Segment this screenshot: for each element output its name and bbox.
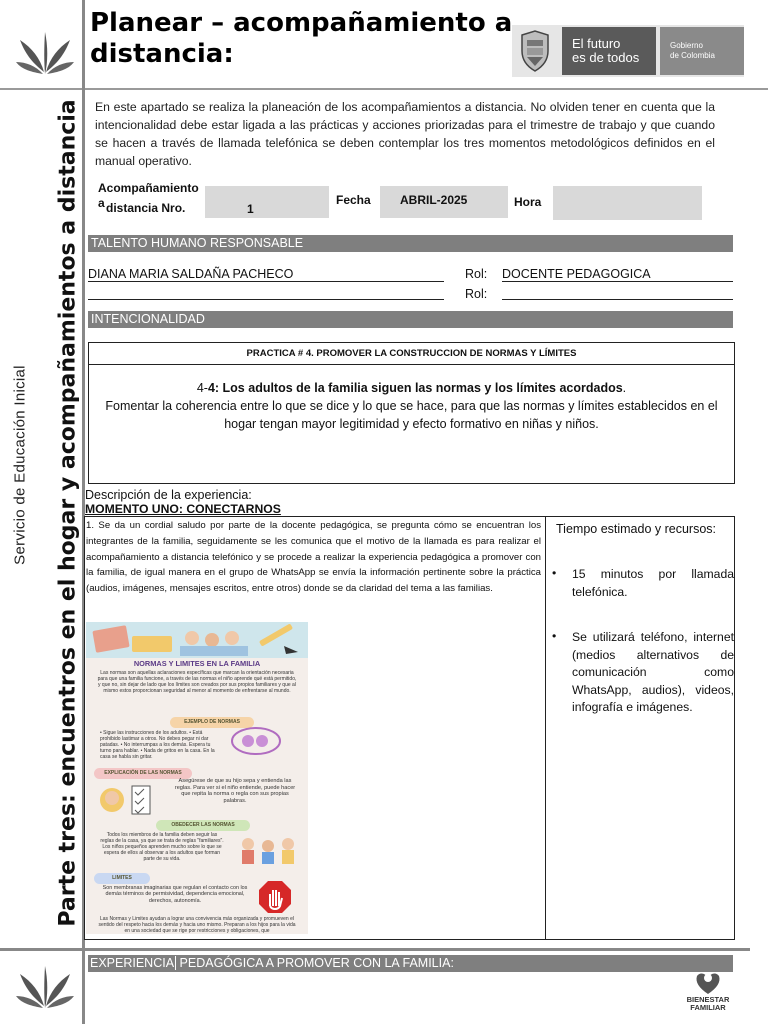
rol-value-1 <box>502 267 733 282</box>
experience-section-bar <box>88 955 733 972</box>
frame-line-bottom <box>82 948 85 1024</box>
stop-hand-icon <box>258 880 292 914</box>
bullet-text-1: 15 minutos por llamada telefónica. <box>572 567 734 599</box>
side-service-text: Servicio de Educación Inicial <box>11 365 29 565</box>
responsible-name-line-2 <box>88 299 444 300</box>
rol-value-2-line <box>502 299 733 300</box>
national-seal-icon <box>518 29 552 73</box>
responsible-name-text: DIANA MARIA SALDAÑA PACHECO <box>88 267 294 281</box>
infographic-intro: Las normas son aquellas aclaraciones específicas que marcan la orientación necesaria para que una familia funcione, a través de las normas el niño aprende qué está permitido, y que no, sin dejar de lado que los límites son creados por sus propios familiares y que al mismo estos proporcionan seguridad al menor al momento de enfrentarse al mundo. <box>97 670 297 694</box>
talento-section-bar: TALENTO HUMANO RESPONSABLE <box>88 235 733 252</box>
intencionalidad-section-bar: INTENCIONALIDAD <box>88 311 733 328</box>
responsible-name <box>88 267 444 282</box>
fecha-value: ABRIL-2025 <box>400 193 468 207</box>
hora-field[interactable] <box>553 186 702 220</box>
fecha-label: Fecha <box>336 193 371 207</box>
government-label <box>660 27 744 75</box>
experience-bar-word: EXPERIENCIA <box>90 956 175 970</box>
practice-period: . <box>622 381 627 395</box>
rol-label-2: Rol: <box>465 287 488 301</box>
infographic-pill-3: OBEDECER LAS NORMAS <box>156 820 250 831</box>
infographic-pill-4: LIMITES <box>94 873 150 884</box>
infographic-title: NORMAS Y LIMITES EN LA FAMILIA <box>133 659 261 668</box>
infographic-kids-icon <box>234 834 300 868</box>
infographic-pill-2: EXPLICACIÓN DE LAS NORMAS <box>94 768 192 779</box>
practice-line-1 <box>95 379 728 397</box>
experience-bar-rest: PEDAGÓGICA A PROMOVER CON LA FAMILIA: <box>176 956 454 970</box>
description-label: Descripción de la experiencia: <box>85 488 252 502</box>
gov-line-2: de Colombia <box>670 51 715 60</box>
brand-line-2: es de todos <box>572 50 640 65</box>
rol-value-1-text: DOCENTE PEDAGOGICA <box>502 267 651 281</box>
side-part-text: Parte tres: encuentros en el hogar y acompañamientos a distancia <box>55 99 81 927</box>
acomp-label-3: distancia Nro. <box>106 201 186 215</box>
practice-prefix: 4- <box>196 381 208 395</box>
experience-text: 1. Se da un cordial saludo por parte de la docente pedagógica, se pregunta cómo se encuentran los integrantes de la familia, seguidamente se les comunica que el motivo de la llamada es para realizar el acompañamiento a distancia telefónico y se procede a realizar la experiencia pedagógica a promover con la familia, de igual manera en el grupo de WhatsApp se envía la información pertinente sobre la práctica (audios, imágenes, mensajes escritos, entre otros) donde se da claridad del tema a las familias. <box>86 520 541 595</box>
infographic-checklist-icon <box>98 782 154 818</box>
infographic-pill-1: EJEMPLO DE NORMAS <box>170 717 254 728</box>
page-title: Planear – acompañamiento a distancia: <box>90 8 513 69</box>
infographic-list-4: Son membranas imaginarias que regulan el contacto con los demás términos de permisividad, dependencia emocional, derechos, autonomía. <box>102 885 248 904</box>
infographic-list-1: • Sigue las instrucciones de los adultos. • Está prohibido lastimar a otros. No debes pegar ni dar patadas. • No interrumpas a los demás. Espera tu turno para hablar. • Nada de gritos en la casa. En la casa se habla sin gritar. <box>100 730 215 760</box>
experience-table-divider <box>545 516 546 940</box>
moment-label: MOMENTO UNO: CONECTARNOS <box>85 502 281 516</box>
bienestar-line-1: BIENESTAR <box>686 995 730 1004</box>
practice-highlight: 4: Los adultos de la familia siguen las normas y los límites acordados <box>207 381 623 395</box>
bullet-dot-1: • <box>552 566 557 580</box>
infographic-image <box>86 622 308 934</box>
rol-label-1: Rol: <box>465 267 488 281</box>
frame-line-header <box>0 88 768 90</box>
practice-title: PRACTICA # 4. PROMOVER LA CONSTRUCCION DE NORMAS Y LÍMITES <box>89 343 734 365</box>
bienestar-line-2: FAMILIAR <box>690 1003 726 1012</box>
brand-slogan <box>562 27 656 75</box>
infographic-family-icon <box>230 726 282 756</box>
infographic-outro: Las Normas y Limites ayudan a lograr una convivencia más organizada y promueven el sentido del respeto hacia los demás y hacia uno mismo. Preparan a los hijos para la vida en una sociedad que se rige por restricciones y obligaciones, que <box>98 916 296 934</box>
tiempo-title: Tiempo estimado y recursos: <box>556 522 717 536</box>
practice-box <box>88 342 735 484</box>
frame-line-footer <box>0 948 750 951</box>
practice-description <box>95 379 728 433</box>
brand-line-1: El futuro <box>572 36 621 51</box>
frame-line-top <box>82 0 85 88</box>
infographic-books-icon <box>86 622 308 658</box>
practice-line-2: Fomentar la coherencia entre lo que se dice y lo que se hace, para que las normas y límites establecidos en el hogar tengan mayor legitimidad y efecto formativo en niñas y niños. <box>105 399 718 431</box>
intro-paragraph: En este apartado se realiza la planeación de los acompañamientos a distancia. No olviden tener en cuenta que la intencionalidad debe estar ligada a las prácticas y acciones priorizadas para el trimestre de trabajo y que cuando se hacen a través de llamada telefónica se deben contemplar los tres momentos metodológicos definidos en el manual operativo. <box>95 100 715 168</box>
leaf-logo-icon <box>14 26 76 76</box>
bullet-text-2: Se utilizará teléfono, internet (medios alternativos de comunicación como WhatsApp, audios), videos, infografía e imágenes. <box>572 630 734 714</box>
infographic-list-3: Todos los miembros de la familia deben seguir las reglas de la casa, ya que se trata de reglas "familiares". Los niños pequeños aprenden mucho sobre lo que se espera de ellos al observar a los adultos que forman parte de su vida. <box>100 832 224 862</box>
acomp-label-2: a <box>98 196 105 210</box>
infographic-list-2: Asegúrese de que su hijo sepa y entienda las reglas. Para ver si el niño entiende, puede hacer que repita la norma o regla con sus propias palabras. <box>174 778 296 804</box>
bienestar-familiar-logo <box>682 968 734 1020</box>
bullet-dot-2: • <box>552 629 557 643</box>
leaf-logo-footer-icon <box>14 960 76 1010</box>
acomp-number-value: 1 <box>247 202 254 216</box>
fecha-field[interactable] <box>380 186 508 218</box>
hora-label: Hora <box>514 195 542 209</box>
gov-line-1: Gobierno <box>670 41 703 50</box>
side-service-label <box>6 340 34 590</box>
acomp-label-1: Acompañamiento <box>98 181 199 195</box>
bienestar-hands-icon <box>693 968 723 996</box>
acomp-number-field[interactable] <box>205 186 329 218</box>
